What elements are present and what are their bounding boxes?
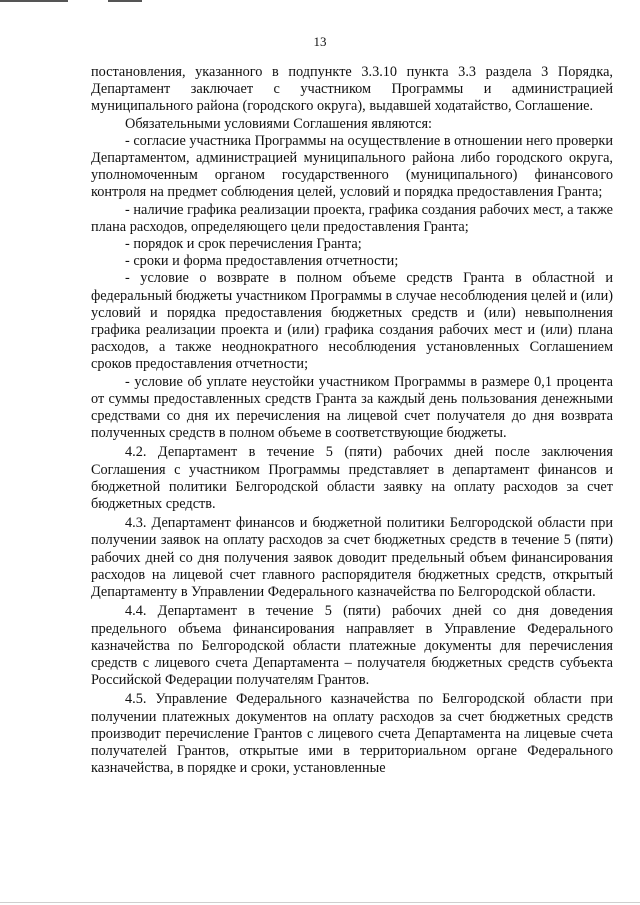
paragraph-condition-reporting: - сроки и форма предоставления отчетности; bbox=[125, 253, 399, 270]
paragraph-continuation: постановления, указанного в подпункте 3.3.10 пункта 3.3 раздела 3 Порядка, Департамент заключает с участником Программы и администрацией муниципального района (городского округа), выдавшей ходатайство, Соглашение. bbox=[91, 64, 613, 115]
paragraph-condition-refund: - условие о возврате в полном объеме средств Гранта в областной и федеральный бюджеты участником Программы в случае несоблюдения целей и (или) условий и порядка предоставления бюджетных средств и (или) невыполнения графика реализации проекта и (или) графика создания рабочих мест и (или) плана расходов, а также неоднократного несоблюдения установленных Соглашением сроков предоставления отчетности; bbox=[91, 270, 613, 373]
paragraph-conditions-intro: Обязательными условиями Соглашения являются: bbox=[125, 115, 433, 132]
document-body bbox=[91, 64, 613, 777]
paragraph-condition-inspection: - согласие участника Программы на осуществление в отношении него проверки Департаментом, администрацией муниципального района либо городского округа, уполномоченным органом государственного (муниципального) финансового контроля на предмет соблюдения целей, условий и порядка предоставления Гранта; bbox=[91, 132, 613, 201]
page-number: 13 bbox=[313, 34, 327, 49]
scan-bottom-edge bbox=[0, 902, 640, 903]
paragraph-4-5: 4.5. Управление Федерального казначейства по Белгородской области при получении платежных документов на оплату расходов за счет бюджетных средств производит перечисление Грантов с лицевого счета Департамента на лицевые счета получателей Грантов, открытые ими в территориальном органе Федерального казначейства, в порядке и сроки, установленные bbox=[91, 691, 613, 777]
paragraph-4-2: 4.2. Департамент в течение 5 (пяти) рабочих дней после заключения Соглашения с участником Программы представляет в департамент финансов и бюджетной политики Белгородской области заявку на оплату расходов за счет бюджетных средств. bbox=[91, 444, 613, 513]
paragraph-condition-penalty: - условие об уплате неустойки участником Программы в размере 0,1 процента от суммы предоставленных средств Гранта за каждый день пользования денежными средствами со дня их перечисления на лицевой счет получателя до дня возврата полученных средств в полном объеме в соответствующие бюджеты. bbox=[91, 373, 613, 442]
paragraph-4-4: 4.4. Департамент в течение 5 (пяти) рабочих дней со дня доведения предельного объема финансирования направляет в Управление Федерального казначейства по Белгородской области платежные документы для перечисления средств с лицевого счета Департамента – получателя бюджетных средств субъекта Российской Федерации получателям Грантов. bbox=[91, 603, 613, 689]
paragraph-4-3: 4.3. Департамент финансов и бюджетной политики Белгородской области при получении заявок на оплату расходов за счет бюджетных средств в течение 5 (пяти) рабочих дней со дня получения заявок доводит предельный объем финансирования расходов на лицевой счет главного распорядителя бюджетных средств, открытый Департаменту в Управлении Федерального казначейства по Белгородской области. bbox=[91, 515, 613, 601]
paragraph-condition-transfer: - порядок и срок перечисления Гранта; bbox=[125, 236, 362, 253]
scan-edge-marks bbox=[0, 0, 640, 4]
paragraph-condition-schedule: - наличие графика реализации проекта, графика создания рабочих мест, а также плана расходов, определяющего цели предоставления Гранта; bbox=[91, 201, 613, 235]
